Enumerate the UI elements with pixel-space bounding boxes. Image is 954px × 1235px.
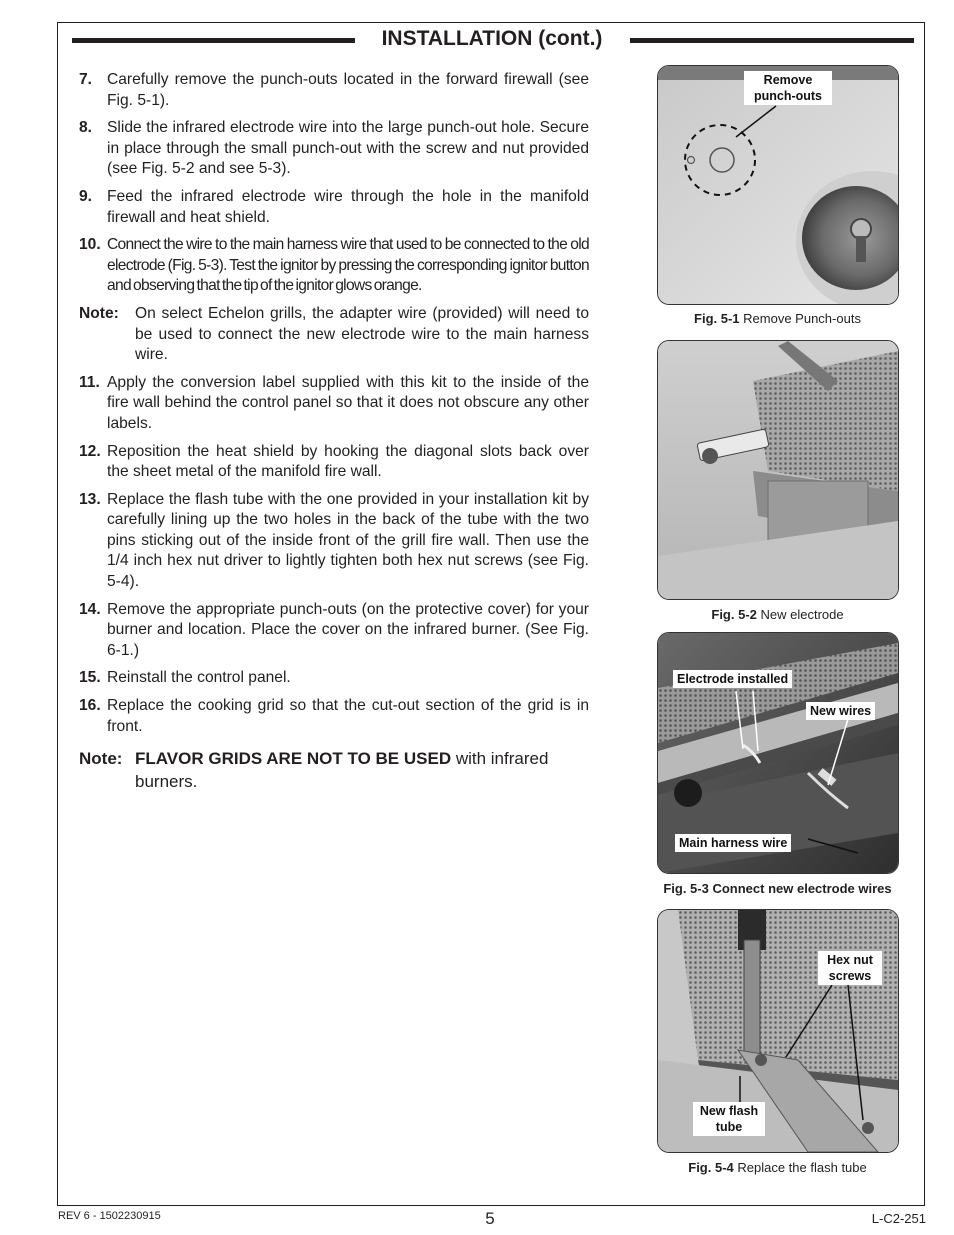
figure-5-1-caption	[640, 311, 915, 326]
title-rule-right	[630, 38, 914, 43]
figure-caption-text: Connect new electrode wires	[708, 881, 892, 896]
step-number: 10.	[79, 236, 101, 254]
step-11	[79, 373, 589, 435]
step-16	[79, 696, 589, 737]
step-number: 11.	[79, 373, 100, 391]
step-number: 9.	[79, 187, 93, 205]
step-text: Replace the cooking grid so that the cut-out section of the grid is in front.	[107, 697, 589, 735]
step-12	[79, 442, 589, 483]
step-number: 14.	[79, 600, 101, 618]
callout-remove-punch-outs	[744, 71, 832, 105]
step-number: 8.	[79, 119, 93, 137]
instruction-list	[79, 70, 589, 793]
step-text: Reposition the heat shield by hooking the diagonal slots back over the sheet metal of the manifold fire wall.	[107, 442, 589, 481]
figure-caption-text: New electrode	[756, 607, 844, 622]
callout-new-wires: New wires	[806, 702, 875, 720]
figure-caption-text: Remove Punch-outs	[739, 311, 861, 326]
step-text: Reinstall the control panel.	[107, 669, 291, 687]
callout-electrode-installed: Electrode installed	[673, 670, 792, 688]
step-13	[79, 490, 589, 593]
revision-footer: REV 6 - 1502230915	[58, 1210, 161, 1222]
figure-caption-text: Replace the flash tube	[733, 1160, 867, 1175]
step-text: Carefully remove the punch-outs located in the forward firewall (see Fig. 5-1).	[107, 71, 589, 109]
figure-5-3-caption	[640, 881, 915, 896]
figure-id: Fig. 5-3	[663, 881, 709, 896]
step-8	[79, 118, 589, 180]
figure-id: Fig. 5-1	[694, 311, 740, 326]
step-number: 16.	[79, 697, 101, 715]
step-number: 13.	[79, 490, 101, 508]
callout-main-harness-wire: Main harness wire	[675, 834, 791, 852]
step-text: Remove the appropriate punch-outs (on the protective cover) for your burner and location. Place the cover on the infrared burner. (See Fig. 6-1.)	[107, 600, 589, 659]
figure-id: Fig. 5-2	[711, 607, 757, 622]
callout-line-1: New flash	[699, 1104, 759, 1118]
note-text: with infrared burners.	[135, 749, 549, 792]
step-7	[79, 70, 589, 111]
callout-new-flash-tube	[693, 1102, 765, 1136]
flavor-grid-note	[79, 747, 589, 793]
step-text: Slide the infrared electrode wire into the large punch-out hole. Secure in place through the small punch-out with the screw and nut provided (see Fig. 5-2 and see 5-3).	[107, 119, 589, 178]
callout-line-2: screws	[828, 969, 872, 983]
new-electrode-photo	[658, 341, 898, 599]
step-9	[79, 187, 589, 228]
note-warning: FLAVOR GRIDS ARE NOT TO BE USED	[135, 749, 452, 769]
step-number: 12.	[79, 442, 101, 460]
callout-line-1: Hex nut	[827, 953, 873, 967]
note-label: Note:	[79, 749, 123, 769]
page-title: INSTALLATION (cont.)	[381, 27, 603, 50]
step-15	[79, 668, 589, 689]
step-text: Apply the conversion label supplied with this kit to the inside of the fire wall behind the control panel so that it does not obscure any other labels.	[107, 373, 589, 432]
figure-5-2-caption	[640, 607, 915, 622]
step-text: Feed the infrared electrode wire through the hole in the manifold firewall and heat shield.	[107, 187, 589, 226]
callout-line-1: Remove	[763, 73, 813, 87]
callout-line-2: tube	[715, 1120, 743, 1134]
step-number: 15.	[79, 669, 101, 687]
callout-line-2: punch-outs	[753, 89, 823, 103]
step-14	[79, 600, 589, 662]
figure-5-4-caption	[640, 1160, 915, 1175]
note-label: Note:	[79, 304, 119, 322]
title-rule-left	[72, 38, 355, 43]
note-adapter-wire	[79, 304, 589, 366]
step-number: 7.	[79, 71, 93, 88]
document-id: L-C2-251	[871, 1211, 926, 1226]
figure-5-2-photo	[657, 340, 899, 600]
step-text: Replace the flash tube with the one provided in your installation kit by carefully lining up the two holes in the back of the tube with the two pins sticking out of the inside front of the grill fire wall. Then use the 1/4 inch hex nut driver to lightly tighten both hex nut screws (see Fig. 5-4).	[107, 490, 589, 591]
callout-hex-nut-screws	[818, 951, 882, 985]
step-10	[79, 235, 589, 297]
page-number: 5	[485, 1209, 495, 1228]
step-text: Connect the wire to the main harness wire that used to be connected to the old electrode (Fig. 5-3). Test the ignitor by pressing the corresponding ignitor button and observing that the tip of the ignitor glows orange.	[107, 236, 589, 295]
figure-id: Fig. 5-4	[688, 1160, 734, 1175]
note-text: On select Echelon grills, the adapter wire (provided) will need to be used to connect the new electrode wire to the main harness wire.	[135, 304, 589, 364]
